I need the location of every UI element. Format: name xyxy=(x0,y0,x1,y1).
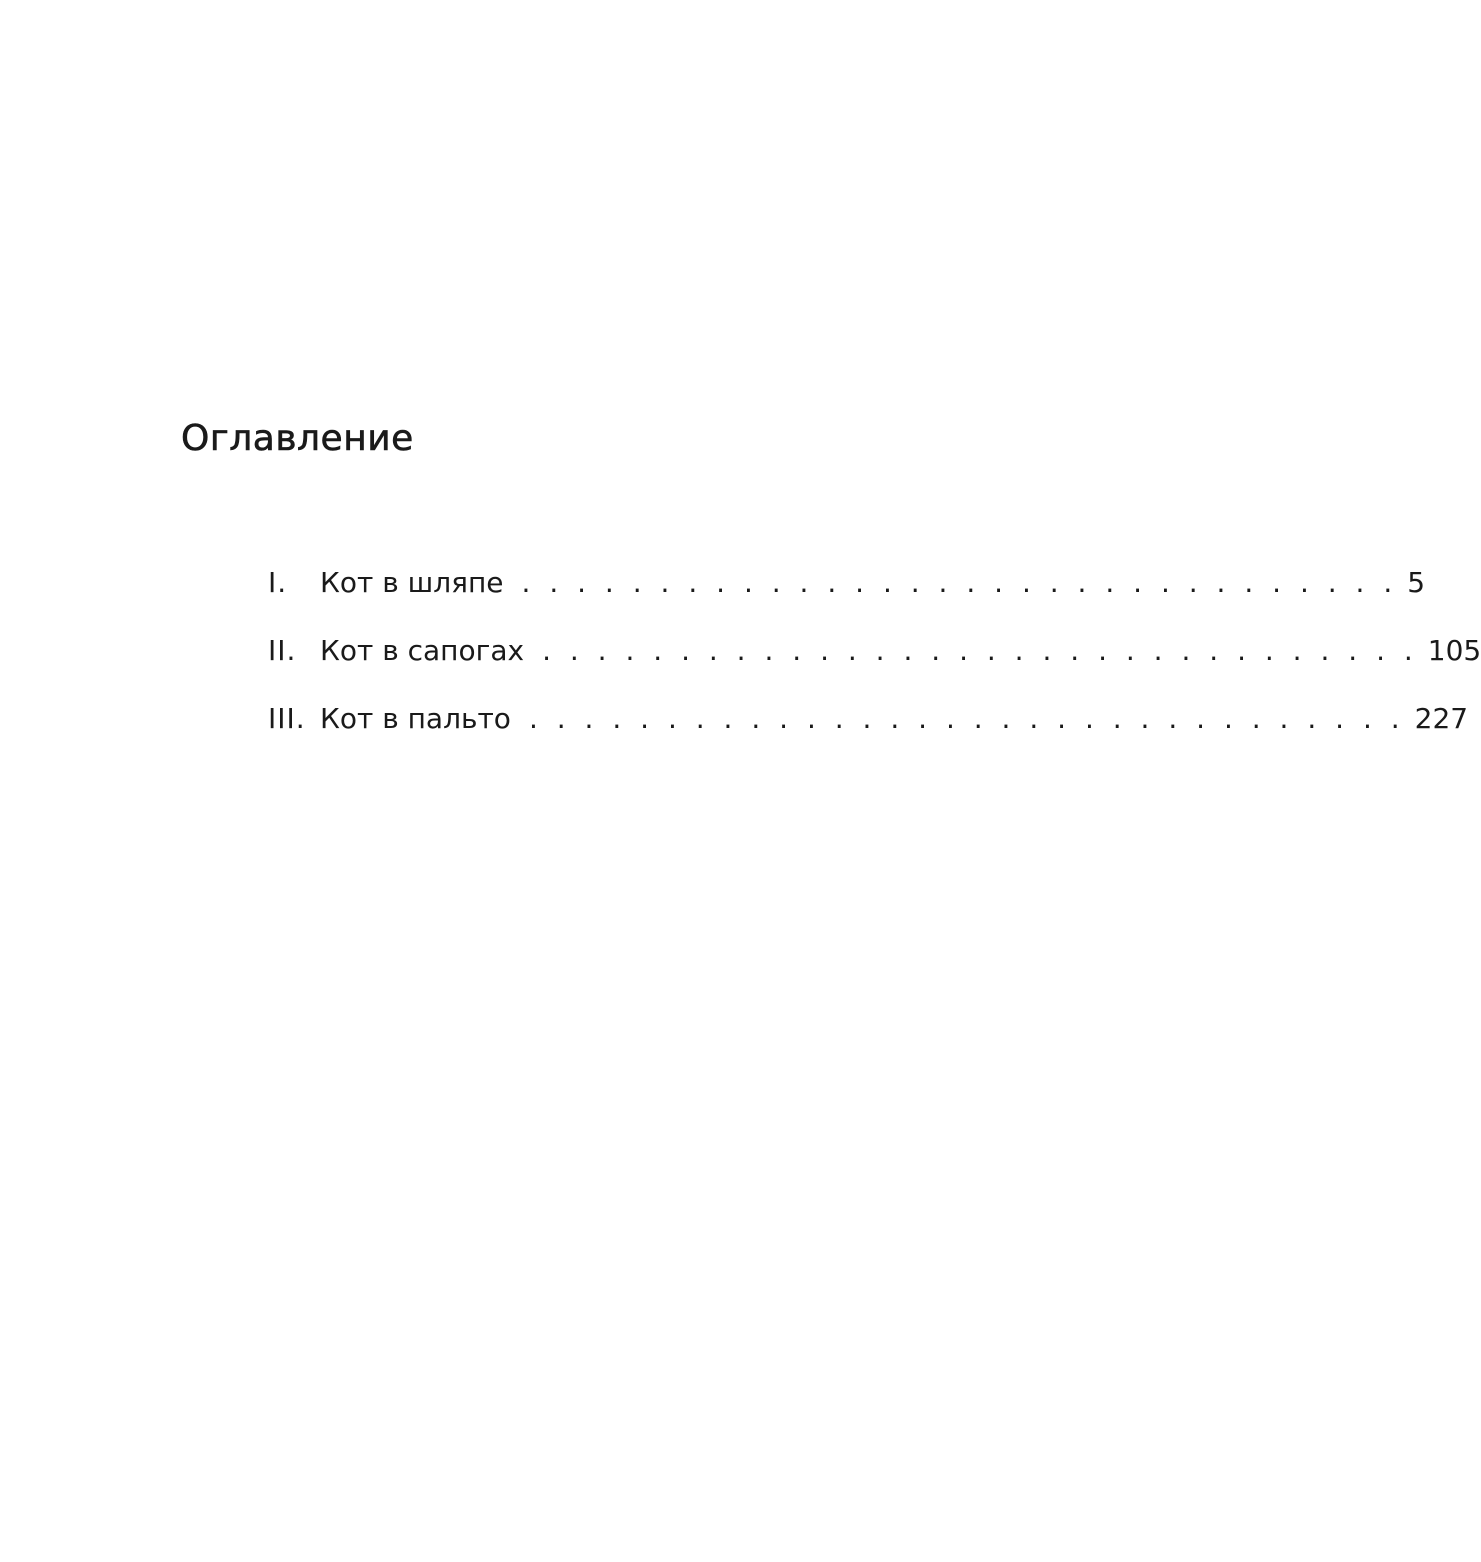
dot-leader: . . . . . . . . . . . . . . . . . . . . . . . . . . . . . . . . xyxy=(528,702,1405,735)
chapter-title: Кот в сапогах xyxy=(320,634,525,667)
page-number: 105 xyxy=(1427,634,1481,667)
chapter-number: III. xyxy=(268,702,306,735)
toc-entry-2[interactable] xyxy=(268,634,1481,702)
page-title: Оглавление xyxy=(181,418,414,459)
chapter-title: Кот в шляпе xyxy=(320,566,504,599)
toc-entry-1[interactable] xyxy=(268,566,1426,634)
dot-leader: . . . . . . . . . . . . . . . . . . . . . . . . . . . . . . . . xyxy=(521,566,1398,599)
chapter-title: Кот в пальто xyxy=(320,702,511,735)
toc-entry-3[interactable] xyxy=(268,702,1469,770)
table-of-contents xyxy=(268,566,1481,770)
chapter-number: II. xyxy=(268,634,297,667)
dot-leader: . . . . . . . . . . . . . . . . . . . . . . . . . . . . . . . . xyxy=(542,634,1418,667)
chapter-number: I. xyxy=(268,566,288,599)
page-number: 5 xyxy=(1407,566,1426,599)
page-number: 227 xyxy=(1414,702,1469,735)
